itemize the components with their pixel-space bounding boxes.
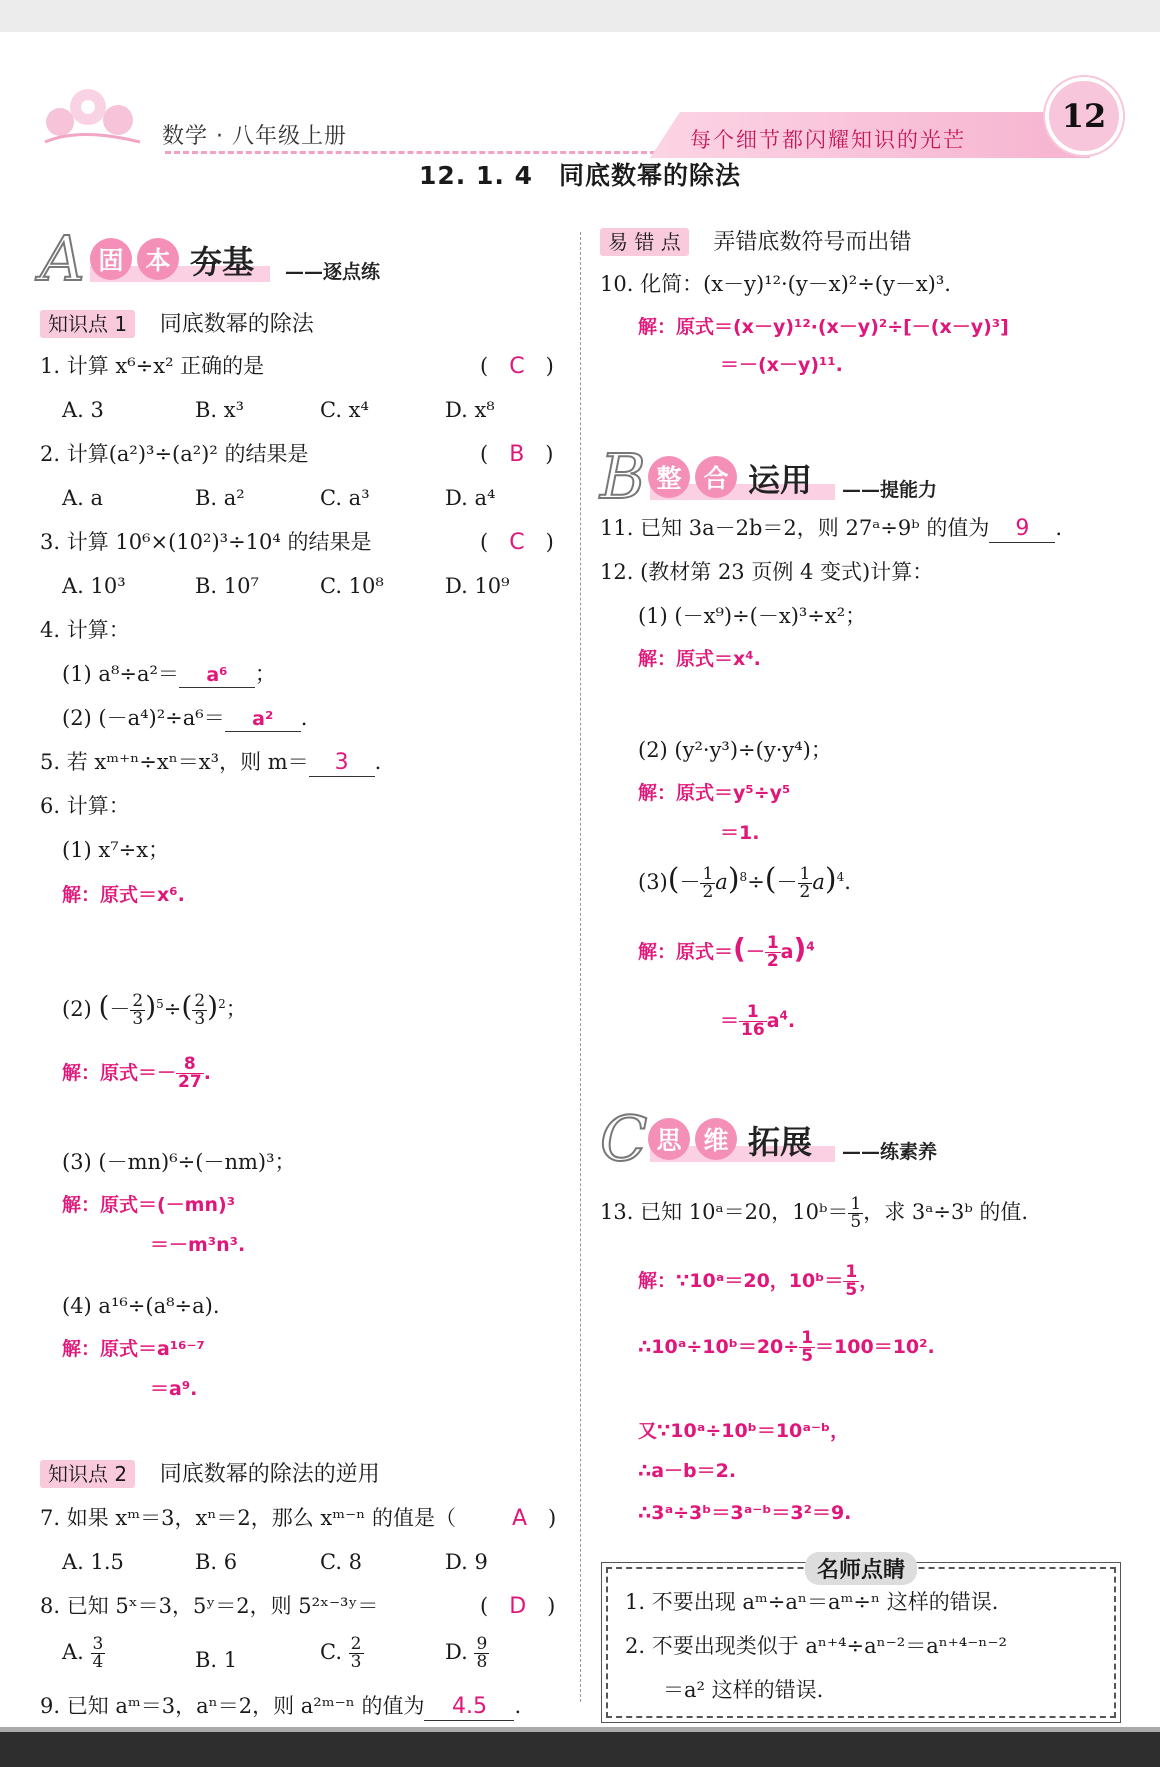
solution-line: ∴3ᵃ÷3ᵇ＝3ᵃ⁻ᵇ＝3²＝9. xyxy=(638,1502,852,1524)
section-word: 拓展 xyxy=(748,1123,813,1161)
option: D. x⁸ xyxy=(445,398,495,422)
sub-question: (1) x⁷÷x； xyxy=(62,838,170,862)
question-stem: 3. 计算 10⁶×(10²)³÷10⁴ 的结果是 xyxy=(40,530,372,554)
question-stem: 9. 已知 aᵐ＝3，aⁿ＝2，则 a²ᵐ⁻ⁿ 的值为 4.5 . xyxy=(40,1694,521,1721)
section-word: 运用 xyxy=(748,461,813,499)
section-letter: C xyxy=(600,1102,648,1175)
section-circle: 固 xyxy=(90,238,132,280)
option: A. 10³ xyxy=(62,574,126,598)
solution-line: ＝1. xyxy=(720,822,760,844)
option: A. 3 xyxy=(62,398,104,422)
question-stem: 1. 计算 x⁶÷x² 正确的是 xyxy=(40,354,265,378)
solution-line: 解：原式＝a¹⁶⁻⁷ xyxy=(62,1338,205,1360)
answer-bracket: ( D ) xyxy=(480,1594,556,1619)
kp-text: 同底数幂的除法 xyxy=(159,312,314,337)
section-subtitle: ——逐点练 xyxy=(285,261,381,283)
section-letter: A xyxy=(40,222,85,295)
section-subtitle: ——提能力 xyxy=(842,479,938,501)
question-stem: 10. 化简：(x－y)¹²·(y－x)²÷(y－x)³. xyxy=(600,272,951,296)
kp-tag: 知识点 2 xyxy=(40,1460,135,1488)
answer-blank: a² xyxy=(225,708,301,732)
sub-question: (2) (y²·y³)÷(y·y⁴)； xyxy=(638,738,832,762)
knowledge-point xyxy=(40,1460,380,1488)
solution-line: 解：∵10ᵃ＝20，10ᵇ＝ $\frac{1}{5}$ ， xyxy=(638,1262,879,1300)
question-stem: 13. 已知 10ᵃ＝20，10ᵇ＝ $\frac{1}{5}$ ，求 3ᵃ÷3ᵇ 的值. xyxy=(600,1194,1029,1232)
section-circle: 维 xyxy=(695,1118,737,1160)
solution-line: ＝a⁹. xyxy=(150,1378,198,1400)
tip-title: 名师点睛 xyxy=(805,1552,917,1585)
sub-question: (1) (－x⁹)÷(－x)³÷x²； xyxy=(638,604,867,628)
option: B. a² xyxy=(195,486,245,510)
answer-bracket: ( C ) xyxy=(480,530,554,555)
option: D. $\frac{9}{8}$ xyxy=(445,1634,488,1672)
section-c-header xyxy=(600,1102,1000,1175)
answer-blank: 3 xyxy=(309,750,375,777)
option: C. a³ xyxy=(320,486,370,510)
option: C. x⁴ xyxy=(320,398,369,422)
option: C. $\frac{2}{3}$ xyxy=(320,1634,362,1672)
question-stem: 7. 如果 xᵐ＝3，xⁿ＝2，那么 xᵐ⁻ⁿ 的值是（ xyxy=(40,1506,456,1530)
solution-line: ∴10ᵃ÷10ᵇ＝20÷ $\frac{1}{5}$ ＝100＝10². xyxy=(638,1328,935,1366)
sub-question: (3) (－mn)⁶÷(－nm)³； xyxy=(62,1150,296,1174)
option: C. 8 xyxy=(320,1550,363,1574)
solution-line: ＝ $\frac{1}{16}$ $a^4$. xyxy=(720,1002,796,1040)
err-text: 弄错底数符号而出错 xyxy=(713,230,912,255)
textbook-page xyxy=(0,32,1160,1732)
solution-line: 解：原式＝x⁶. xyxy=(62,884,185,906)
solution-line: ∴a－b＝2. xyxy=(638,1460,737,1482)
header-divider xyxy=(165,151,665,154)
option: C. 10⁸ xyxy=(320,574,384,598)
section-letter: B xyxy=(600,440,646,513)
section-circle: 本 xyxy=(137,238,179,280)
solution-line: 解：原式＝－ $\frac{8}{27}$ . xyxy=(62,1054,211,1092)
err-tag: 易 错 点 xyxy=(600,228,689,256)
book-title: 数学 · 八年级上册 xyxy=(162,124,347,149)
motto-text: 每个细节都闪耀知识的光芒 xyxy=(690,128,966,152)
option: D. a⁴ xyxy=(445,486,496,510)
section-word: 夯基 xyxy=(190,243,255,281)
answer-blank: 4.5 xyxy=(424,1694,514,1721)
kp-text: 同底数幂的除法的逆用 xyxy=(159,1462,380,1487)
tip-line: ＝a² 这样的错误. xyxy=(663,1678,824,1702)
tip-line: 1. 不要出现 aᵐ÷aⁿ＝aᵐ÷ⁿ 这样的错误. xyxy=(625,1590,999,1614)
column-divider xyxy=(580,232,581,1702)
section-a-header xyxy=(40,222,440,295)
solution-line: 解：原式＝x⁴. xyxy=(638,648,761,670)
option: A. a xyxy=(62,486,104,510)
answer-bracket: A ) xyxy=(512,1506,557,1531)
question-stem: 2. 计算(a²)³÷(a²)² 的结果是 xyxy=(40,442,309,466)
option: B. 10⁷ xyxy=(195,574,259,598)
option: B. 6 xyxy=(195,1550,238,1574)
section-b-header xyxy=(600,440,1000,513)
sub-question: (2) (－a⁴)²÷a⁶＝ a² . xyxy=(62,706,308,730)
page-header xyxy=(40,52,1120,162)
question-stem: 8. 已知 5ˣ＝3，5ʸ＝2，则 5²ˣ⁻³ʸ＝ xyxy=(40,1594,379,1618)
solution-line: 解：原式＝(－mn)³ xyxy=(62,1194,236,1216)
flower-ornament-icon xyxy=(40,82,150,152)
option: B. x³ xyxy=(195,398,245,422)
option: D. 10⁹ xyxy=(445,574,510,598)
tip-line: 2. 不要出现类似于 aⁿ⁺⁴÷aⁿ⁻²＝aⁿ⁺⁴⁻ⁿ⁻² xyxy=(625,1634,1007,1658)
question-stem: 5. 若 xᵐ⁺ⁿ÷xⁿ＝x³，则 m＝ 3 . xyxy=(40,750,381,777)
sub-question: (4) a¹⁶÷(a⁸÷a). xyxy=(62,1294,220,1318)
question-stem: 12. (教材第 23 页例 4 变式)计算： xyxy=(600,560,934,584)
sub-question: (2) (－ $\frac{2}{3}$ )$^5$÷( $\frac{2}{3}$ )$^2$； xyxy=(62,990,247,1029)
solution-line: 解：原式＝y⁵÷y⁵ xyxy=(638,782,791,804)
solution-line: ＝－(x－y)¹¹. xyxy=(720,354,843,376)
section-subtitle: ——练素养 xyxy=(842,1141,938,1163)
section-circle: 思 xyxy=(648,1118,690,1160)
option: A. 1.5 xyxy=(62,1550,124,1574)
kp-tag: 知识点 1 xyxy=(40,310,135,338)
bottom-bar xyxy=(0,1732,1160,1767)
question-stem: 11. 已知 3a－2b＝2，则 27ᵃ÷9ᵇ 的值为 9 . xyxy=(600,516,1062,543)
section-circle: 合 xyxy=(695,456,737,498)
answer-bracket: ( C ) xyxy=(480,354,554,379)
question-stem: 6. 计算： xyxy=(40,794,130,818)
solution-line: ＝－m³n³. xyxy=(150,1234,246,1256)
knowledge-point xyxy=(40,310,314,338)
answer-blank: 9 xyxy=(989,516,1055,543)
answer-bracket: ( B ) xyxy=(480,442,554,467)
solution-line: 解：原式＝(－ $\frac{1}{2}$ a)$^4$ xyxy=(638,932,815,971)
answer-blank: a⁶ xyxy=(179,664,255,688)
section-title: 12. 1. 4 同底数幂的除法 xyxy=(419,161,741,190)
question-stem: 4. 计算： xyxy=(40,618,130,642)
solution-line: 又∵10ᵃ÷10ᵇ＝10ᵃ⁻ᵇ， xyxy=(638,1420,850,1442)
section-circle: 整 xyxy=(648,456,690,498)
top-margin xyxy=(0,0,1160,32)
option: D. 9 xyxy=(445,1550,488,1574)
sub-question: (3)(－ $\frac{1}{2}$ a)$^8$÷(－ $\frac{1}{2}$ a)$^4$. xyxy=(638,862,851,902)
page-number: 12 xyxy=(1045,77,1123,155)
error-point xyxy=(600,228,911,256)
option: A. $\frac{3}{4}$ xyxy=(62,1634,104,1672)
solution-line: 解：原式＝(x－y)¹²·(x－y)²÷[－(x－y)³] xyxy=(638,316,1009,338)
option: B. 1 xyxy=(195,1648,238,1672)
sub-question: (1) a⁸÷a²＝ a⁶ ； xyxy=(62,662,276,686)
